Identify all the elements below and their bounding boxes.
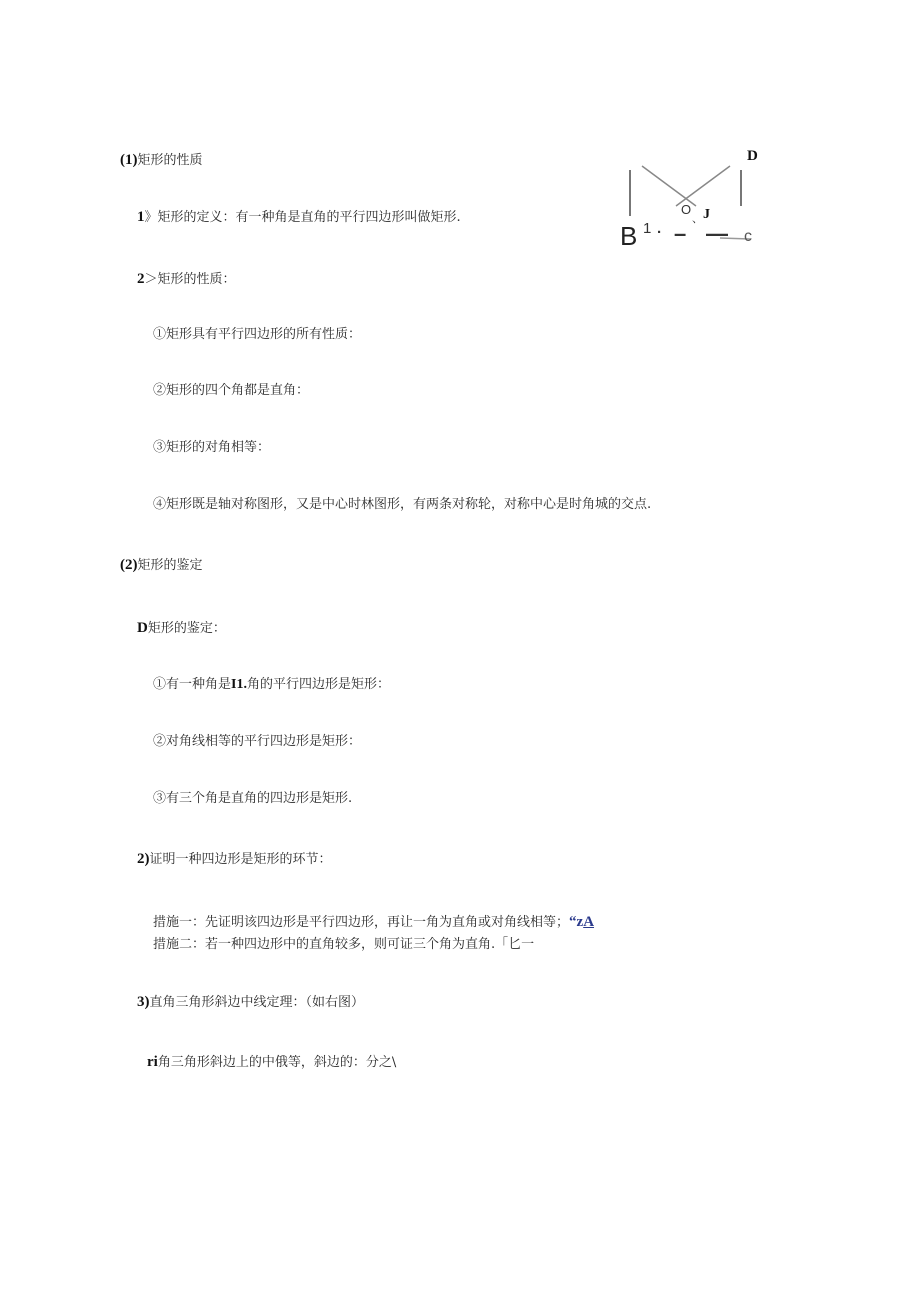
judgement-item: ③有三个角是直角的四边形是矩形. <box>153 791 353 806</box>
judgement-item: ②对角线相等的平行四边形是矩形： <box>153 734 362 749</box>
theorem-body-marker: ri <box>147 1054 158 1070</box>
method-two: 措施二：若一种四边形中的直角较多，则可证三个角为直角.「匕一 <box>153 937 535 952</box>
method-one-text: 措施一：先证明该四边形是平行四边形，再让一角为直角或对角线相等； <box>153 915 570 930</box>
figure-label-dash-one: – <box>674 221 687 246</box>
vertex-label-c: c <box>744 228 752 245</box>
properties-marker: 2 <box>137 271 145 287</box>
figure-label-dash-two: — <box>706 221 728 246</box>
section2-title: 矩形的鉴定 <box>137 558 203 573</box>
section2-marker: (2) <box>120 557 138 573</box>
diagonal-line-one <box>642 166 696 206</box>
judgement-marker: D <box>137 620 148 636</box>
rectangle-figure <box>612 148 762 258</box>
definition-line <box>137 208 461 227</box>
steps-marker: 2) <box>137 851 150 867</box>
definition-marker: 1 <box>137 209 145 225</box>
section2-heading <box>120 556 203 575</box>
section1-title: 矩形的性质 <box>137 153 203 168</box>
property-item: ②矩形的四个角都是直角： <box>153 383 310 398</box>
judgement-item <box>153 676 390 694</box>
theorem-heading <box>137 993 364 1012</box>
definition-text: 》矩形的定义：有一种角是直角的平行四边形叫做矩形. <box>144 210 461 225</box>
method-one <box>153 913 594 932</box>
center-label-o: O <box>681 202 692 217</box>
figure-label-one: 1 <box>643 220 652 237</box>
properties-heading <box>137 270 236 289</box>
vertex-label-b: B <box>620 221 638 251</box>
steps-text: 证明一种四边形是矩形的环节： <box>149 852 332 867</box>
method-one-tail-underlined: A <box>583 914 595 930</box>
vertex-label-d: D <box>747 148 758 164</box>
method-one-tail: “z <box>569 914 584 930</box>
theorem-body-text: 角三角形斜边上的中俄等，斜边的：分之\ <box>157 1055 397 1070</box>
judgement-text: 矩形的鉴定： <box>147 621 226 636</box>
judgement-item1-pre: ①有一种角是 <box>153 677 232 692</box>
property-item: ④矩形既是轴对称图形，又是中心时林图形，有两条对称轮，对称中心是时角城的交点. <box>153 497 652 512</box>
theorem-body <box>147 1053 396 1072</box>
section1-marker: (1) <box>120 152 138 168</box>
property-item: ①矩形具有平行四边形的所有性质： <box>153 327 362 342</box>
judgement-item1-bold: I1. <box>231 677 247 692</box>
center-label-comma: 、 <box>692 213 703 225</box>
properties-text: ＞矩形的性质： <box>144 272 236 287</box>
section1-heading <box>120 151 203 170</box>
center-label-j: J <box>703 207 710 222</box>
judgement-item1-post: 角的平行四边形是矩形： <box>246 677 390 692</box>
property-item: ③矩形的对角相等： <box>153 440 271 455</box>
steps-heading <box>137 850 332 869</box>
diagonal-line-two <box>676 166 730 206</box>
judgement-heading <box>137 619 226 638</box>
figure-label-dot: · <box>657 224 662 241</box>
theorem-text: 直角三角形斜边中线定理：（如右图） <box>149 995 365 1010</box>
theorem-marker: 3) <box>137 994 150 1010</box>
